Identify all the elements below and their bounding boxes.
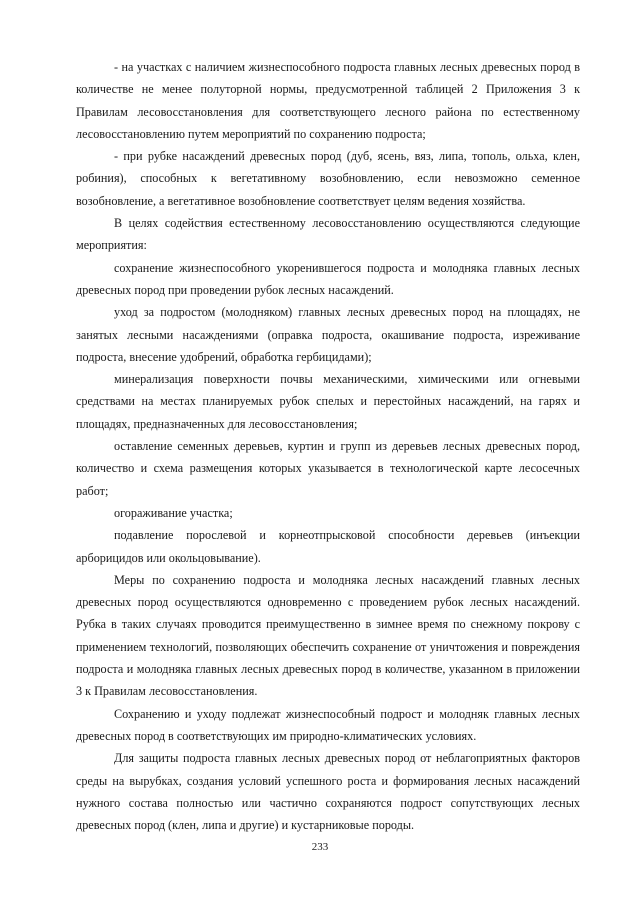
page-number: 233 (311, 841, 329, 853)
paragraph-measure-1: сохранение жизнеспособного укоренившегося подроста и молодняка главных лесных древесных пород при проведении рубок лесных насаждений. (76, 260, 580, 297)
paragraph-measure-3: минерализация поверхности почвы механическими, химическими или огневыми средствами на местах планируемых рубок спелых и перестойных насаждений, на гарях и площадях, предназначенных для лесовосстановления; (76, 372, 580, 431)
paragraph-preservation: Меры по сохранению подроста и молодняка лесных насаждений главных лесных древесных пород осуществляются одновременно с проведением рубок лесных насаждений. Рубка в таких случаях проводится преимущественно в зимнее время по снежному покрову с применением технологий, позволяющих обеспечить сохранение от уничтожения и повреждения подроста и молодняка главных лесных древесных пород в количестве, указанном в приложении 3 к Правилам лесовосстановления. (76, 572, 580, 699)
paragraph-protection: Для защиты подроста главных лесных древесных пород от неблагоприятных факторов среды на вырубках, создания условий успешного роста и формирования лесных насаждений нужного состава полностью или частично сохраняются подрост сопутствующих лесных древесных пород (клен, липа и другие) и кустарниковые породы. (76, 751, 580, 833)
paragraph-care: Сохранению и уходу подлежат жизнеспособный подрост и молодняк главных лесных древесных пород в соответствующих им природно-климатических условиях. (76, 706, 580, 743)
paragraph-measure-5: огораживание участка; (114, 505, 233, 520)
paragraph-measure-2: уход за подростом (молодняком) главных лесных древесных пород на площадях, не занятых лесными насаждениями (оправка подроста, окашивание подроста, изреживание подроста, внесение удобрений, обработка гербицидами); (76, 305, 580, 364)
paragraph-measure-6: подавление порослевой и корнеотпрысковой способности деревьев (инъекции арборицидов или окольцовывание). (76, 528, 580, 565)
paragraph-measure-4: оставление семенных деревьев, куртин и групп из деревьев лесных древесных пород, количество и схема размещения которых указывается в технологической карте лесосечных работ; (76, 439, 580, 498)
paragraph-bullet-1: - на участках с наличием жизнеспособного подроста главных лесных древесных пород в количестве не менее полуторной нормы, предусмотренной таблицей 2 Приложения 3 к Правилам лесовосстановления для соответствующего лесного района по естественному лесовосстановлению путем мероприятий по сохранению подроста; (76, 60, 580, 141)
paragraph-intro-measures: В целях содействия естественному лесовосстановлению осуществляются следующие мероприятия: (76, 216, 580, 253)
body-text (76, 56, 580, 836)
paragraph-bullet-2: - при рубке насаждений древесных пород (дуб, ясень, вяз, липа, тополь, ольха, клен, робиния), способных к вегетативному возобновлению, если невозможно семенное возобновление, а вегетативное возобновление соответствует целям ведения хозяйства. (76, 149, 580, 208)
